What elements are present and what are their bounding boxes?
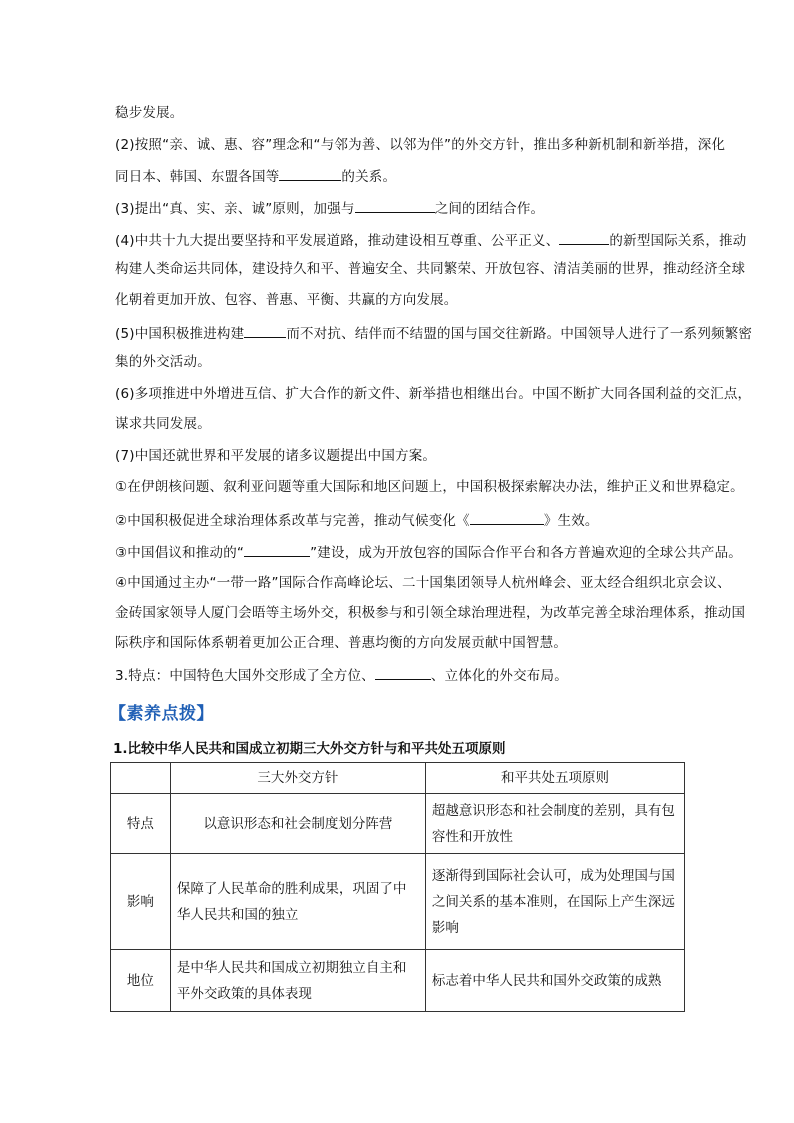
- text: 金砖国家领导人厦门会晤等主场外交，积极参与和引领全球治理进程，为改革完善全球治理体系，推动国: [115, 605, 746, 621]
- paragraph-line: [115, 415, 725, 433]
- table-header-cell: [111, 763, 171, 794]
- text: ②中国积极促进全球治理体系改革与完善，推动气候变化《: [115, 513, 470, 529]
- text: 稳步发展。: [115, 105, 184, 121]
- table-cell: 以意识形态和社会制度划分阵营: [170, 794, 425, 854]
- fill-blank[interactable]: [244, 542, 310, 557]
- text: 际秩序和国际体系朝着更加公正合理、普惠均衡的方向发展贡献中国智慧。: [115, 635, 568, 651]
- fill-blank[interactable]: [279, 166, 341, 181]
- text: 3.特点：中国特色大国外交形成了全方位、: [115, 668, 375, 684]
- table-cell: 标志着中华人民共和国外交政策的成熟: [425, 950, 684, 1012]
- text: 》生效。: [543, 513, 599, 529]
- table-cell: 保障了人民革命的胜利成果，巩固了中华人民共和国的独立: [170, 854, 425, 950]
- table-header-row: [111, 763, 685, 794]
- text: ”建设，成为开放包容的国际合作平台和各方普遍欢迎的全球公共产品。: [310, 545, 743, 561]
- text: ④中国通过主办“一带一路”国际合作高峰论坛、二十国集团领导人杭州峰会、亚太经合组织北京会议、: [115, 575, 731, 591]
- paragraph-line: [115, 574, 731, 592]
- paragraph-line: [115, 353, 725, 371]
- text: (6)多项推进中外增进互信、扩大合作的新文件、新举措也相继出台。中国不断扩大同各国利益的交汇点，: [115, 386, 752, 402]
- paragraph-line: [115, 323, 753, 343]
- text: 化朝着更加开放、包容、普惠、平衡、共赢的方向发展。: [115, 292, 458, 308]
- table-cell: 超越意识形态和社会制度的差别，具有包容性和开放性: [425, 794, 684, 854]
- text: 谋求共同发展。: [115, 416, 211, 432]
- paragraph-line: [115, 198, 725, 218]
- paragraph-line: [115, 604, 746, 622]
- text: (3)提出“真、实、亲、诚”原则，加强与: [115, 201, 355, 217]
- subheading: 1.比较中华人民共和国成立初期三大外交方针与和平共处五项原则: [113, 741, 506, 757]
- text: ①在伊朗核问题、叙利亚问题等重大国际和地区问题上，中国积极探索解决办法，维护正义和世界稳定。: [115, 479, 744, 495]
- row-label: 特点: [111, 794, 171, 854]
- section-heading: 【素养点拨】: [109, 704, 214, 724]
- text: 之间的团结合作。: [434, 201, 545, 217]
- paragraph-line: [115, 542, 743, 562]
- paragraph-line: [115, 166, 725, 186]
- text: 、立体化的外交布局。: [430, 668, 568, 684]
- paragraph-line: [115, 385, 752, 403]
- text: 构建人类命运共同体，建设持久和平、普遍安全、共同繁荣、开放包容、清洁美丽的世界，推动经济全球: [115, 261, 746, 277]
- text: 的关系。: [341, 169, 397, 185]
- table-row: [111, 950, 685, 1012]
- paragraph-line: [115, 665, 725, 685]
- text: (4)中共十九大提出要坚持和平发展道路，推动建设相互尊重、公平正义、: [115, 233, 560, 249]
- text: (2)按照“亲、诚、惠、容”理念和“与邻为善、以邻为伴”的外交方针，推出多种新机制和新举措，深化: [115, 137, 726, 153]
- table-row: [111, 794, 685, 854]
- table-header-cell: 和平共处五项原则: [425, 763, 684, 794]
- paragraph-line: [115, 634, 725, 652]
- fill-blank[interactable]: [375, 665, 431, 680]
- paragraph-line: [115, 104, 725, 122]
- comparison-table: [110, 762, 685, 1012]
- text: ③中国倡议和推动的“: [115, 545, 245, 561]
- paragraph-line: [115, 291, 725, 309]
- table-cell: 是中华人民共和国成立初期独立自主和平外交政策的具体表现: [170, 950, 425, 1012]
- paragraph-line: [115, 230, 747, 250]
- fill-blank[interactable]: [470, 510, 544, 525]
- paragraph-line: [115, 447, 725, 465]
- table-cell: 逐渐得到国际社会认可，成为处理国与国之间关系的基本准则，在国际上产生深远影响: [425, 854, 684, 950]
- text: (5)中国积极推进构建: [115, 326, 245, 342]
- text: 集的外交活动。: [115, 354, 211, 370]
- fill-blank[interactable]: [559, 230, 609, 245]
- paragraph-line: [115, 478, 744, 496]
- paragraph-line: [115, 136, 725, 154]
- fill-blank[interactable]: [355, 198, 435, 213]
- text: (7)中国还就世界和平发展的诸多议题提出中国方案。: [115, 448, 437, 464]
- paragraph-line: [115, 510, 725, 530]
- text: 同日本、韩国、东盟各国等: [115, 169, 280, 185]
- table-header-cell: 三大外交方针: [170, 763, 425, 794]
- text: 的新型国际关系，推动: [609, 233, 747, 249]
- text: 而不对抗、结伴而不结盟的国与国交往新路。中国领导人进行了一系列频繁密: [286, 326, 753, 342]
- table-row: [111, 854, 685, 950]
- fill-blank[interactable]: [244, 323, 286, 338]
- row-label: 影响: [111, 854, 171, 950]
- paragraph-line: [115, 260, 746, 278]
- row-label: 地位: [111, 950, 171, 1012]
